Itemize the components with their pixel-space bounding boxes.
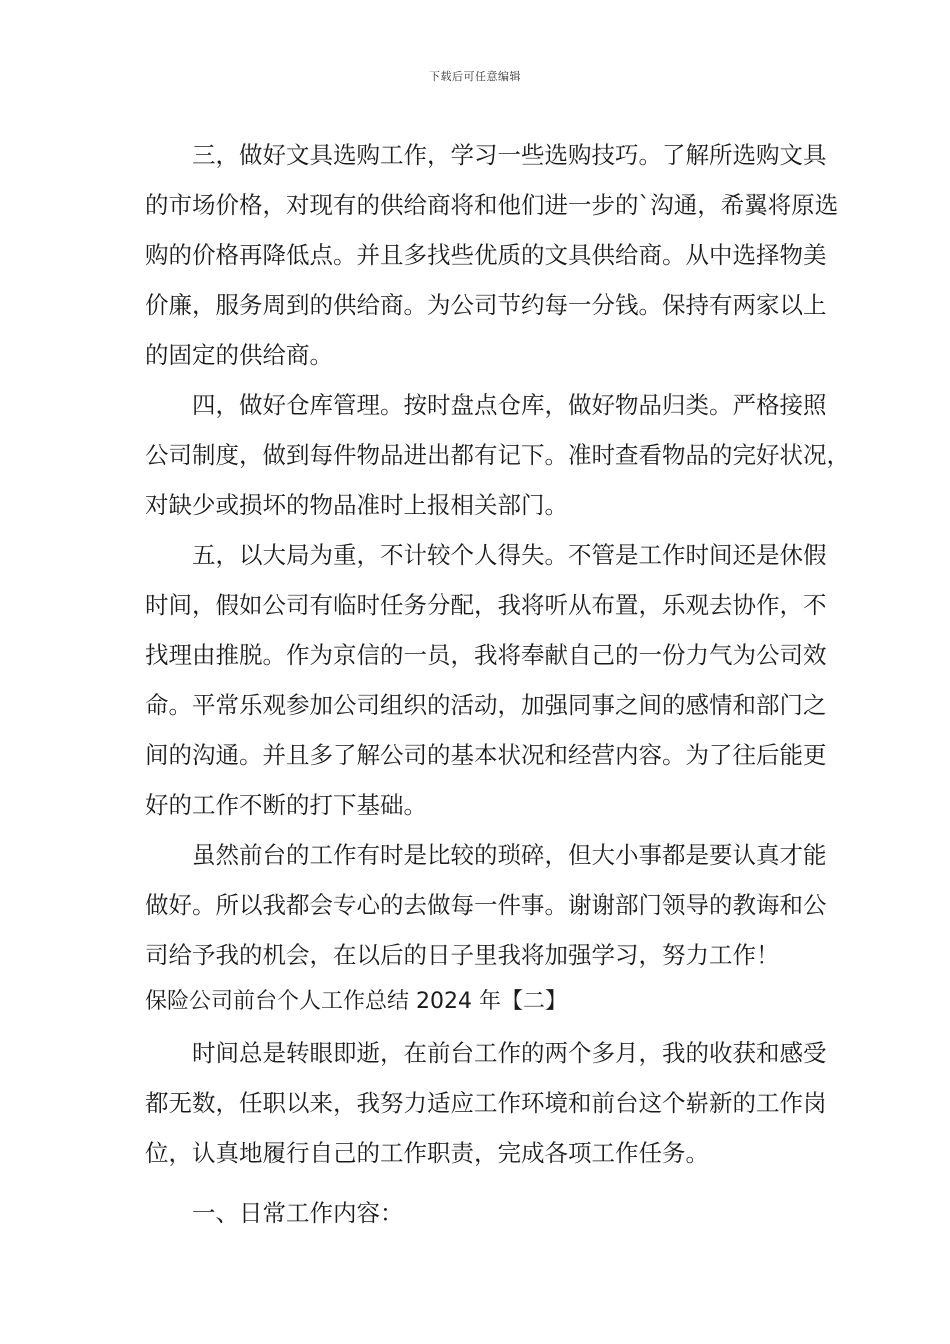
text-line: 四，做好仓库管理。按时盘点仓库，做好物品归类。严格接照: [192, 391, 827, 419]
section-title: 保险公司前台个人工作总结 2024 年【二】: [145, 989, 567, 1014]
text-line: 的市场价格，对现有的供给商将和他们进一步的`沟通，希翼将原选: [145, 191, 839, 219]
text-line: 找理由推脱。作为京信的一员，我将奉献自己的一份力气为公司效: [145, 641, 827, 669]
text-line: 公司制度，做到每件物品进出都有记下。准时查看物品的完好状况，: [145, 441, 850, 469]
text-line: 对缺少或损坏的物品准时上报相关部门。: [145, 491, 568, 519]
text-line: 时间总是转眼即逝，在前台工作的两个多月，我的收获和感受: [192, 1039, 827, 1067]
text-line: 做好。所以我都会专心的去做每一件事。谢谢部门领导的教诲和公: [145, 891, 827, 919]
text-line: 间的沟通。并且多了解公司的基本状况和经营内容。为了往后能更: [145, 741, 827, 769]
text-line: 一、日常工作内容：: [192, 1199, 404, 1227]
spacer: [145, 1178, 825, 1188]
text-line: 司给予我的机会，在以后的日子里我将加强学习，努力工作！: [145, 941, 780, 969]
text-line: 三，做好文具选购工作，学习一些选购技巧。了解所选购文具: [192, 141, 827, 169]
document-body: [145, 130, 850, 1238]
paragraph-three: [145, 130, 839, 380]
text-line: 五，以大局为重，不计较个人得失。不管是工作时间还是休假: [192, 541, 827, 569]
page-header: 下载后可任意编辑: [429, 70, 521, 83]
text-line: 虽然前台的工作有时是比较的琐碎，但大小事都是要认真才能: [192, 841, 827, 869]
paragraph-five: [145, 530, 825, 830]
text-line: 命。平常乐观参加公司组织的活动，加强同事之间的感情和部门之: [145, 691, 827, 719]
text-line: 的固定的供给商。: [145, 341, 333, 369]
text-line: 购的价格再降低点。并且多找些优质的文具供给商。从中选择物美: [145, 241, 827, 269]
text-line: 都无数，任职以来，我努力适应工作环境和前台这个崭新的工作岗: [145, 1089, 827, 1117]
text-line: 好的工作不断的打下基础。: [145, 791, 427, 819]
text-line: 时间，假如公司有临时任务分配，我将听从布置，乐观去协作，不: [145, 591, 827, 619]
paragraph-four: [145, 380, 850, 530]
text-line: 位，认真地履行自己的工作职责，完成各项工作任务。: [145, 1139, 709, 1167]
paragraph-eight: [145, 1188, 825, 1238]
text-line: 价廉，服务周到的供给商。为公司节约每一分钱。保持有两家以上: [145, 291, 827, 319]
paragraph-six: [145, 830, 825, 980]
paragraph-seven: [145, 1028, 825, 1178]
